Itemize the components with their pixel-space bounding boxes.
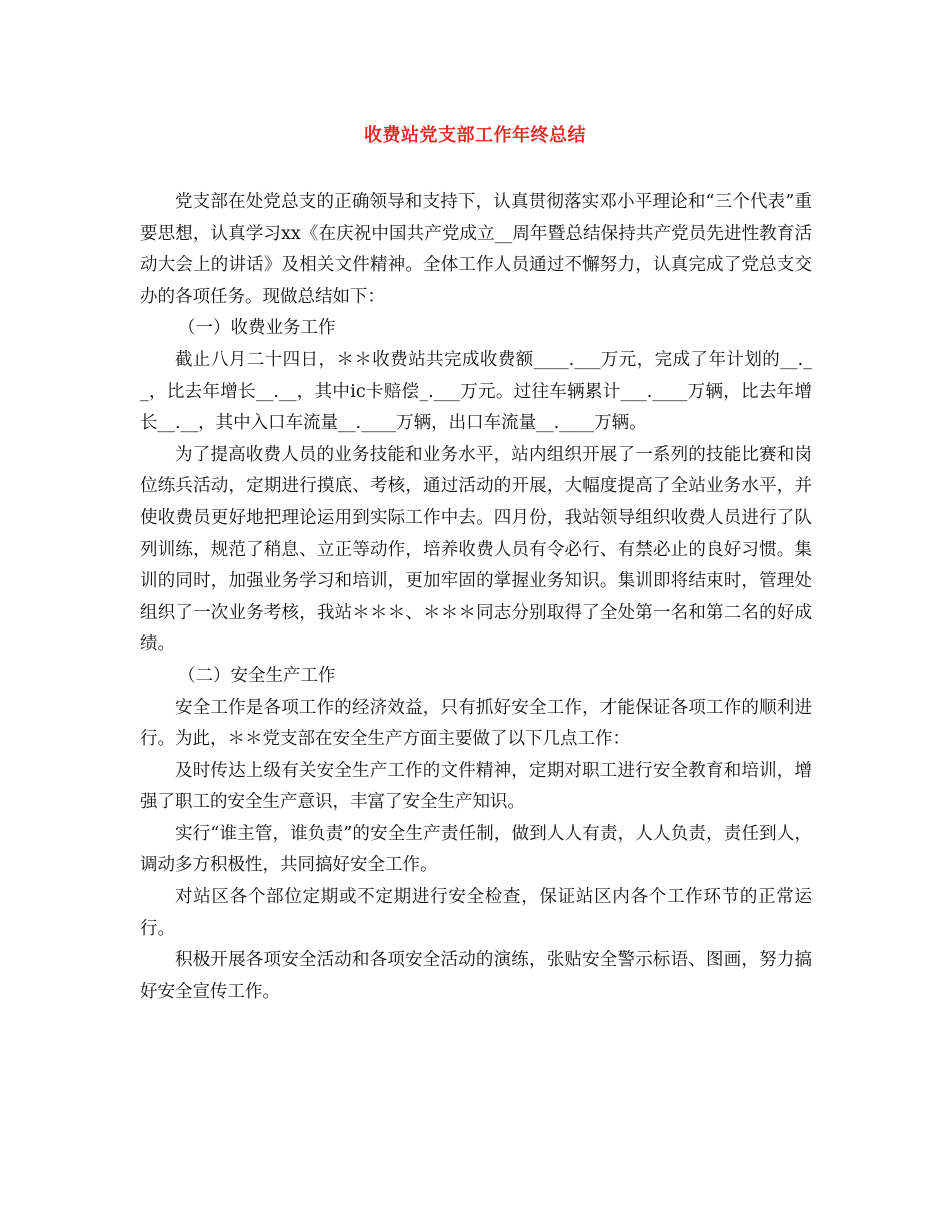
document-body xyxy=(140,187,812,1008)
paragraph-toll-stats: 截止八月二十四日，＊＊收费站共完成收费额____.___万元，完成了年计划的__.__，比去年增长__.__，其中ic卡赔偿_.___万元。过往车辆累计___.____万辆，比去年增长__.__，其中入口车流量__.____万辆，出口车流量__.____万辆。 xyxy=(140,349,812,434)
paragraph-safety-responsibility: 实行“谁主管，谁负责”的安全生产责任制，做到人人有责，人人负责，责任到人，调动多方积极性，共同搞好安全工作。 xyxy=(140,823,812,876)
paragraph-safety-intro: 安全工作是各项工作的经济效益，只有抓好安全工作，才能保证各项工作的顺利进行。为此，＊＊党支部在安全生产方面主要做了以下几点工作： xyxy=(140,697,812,750)
paragraph-safety-activities: 积极开展各项安全活动和各项安全活动的演练，张贴安全警示标语、图画，努力搞好安全宣传工作。 xyxy=(140,950,812,1002)
paragraph-intro: 党支部在处党总支的正确领导和支持下，认真贯彻落实邓小平理论和“三个代表”重要思想，认真学习xx《在庆祝中国共产党成立__周年暨总结保持共产党员先进性教育活动大会上的讲话》及相关文件精神。全体工作人员通过不懈努力，认真完成了党总支交办的各项任务。现做总结如下： xyxy=(140,192,812,307)
section-heading-toll-business: （一）收费业务工作 xyxy=(178,318,336,339)
section-heading-safety: （二）安全生产工作 xyxy=(178,665,336,686)
paragraph-safety-inspection: 对站区各个部位定期或不定期进行安全检查，保证站区内各个工作环节的正常运行。 xyxy=(140,887,812,939)
paragraph-training: 为了提高收费人员的业务技能和业务水平，站内组织开展了一系列的技能比赛和岗位练兵活动，定期进行摸底、考核，通过活动的开展，大幅度提高了全站业务水平，并使收费员更好地把理论运用到实际工作中去。四月份，我站领导组织收费人员进行了队列训练，规范了稍息、立正等动作，培养收费人员有令必行、有禁必止的良好习惯。集训的同时，加强业务学习和培训，更加牢固的掌握业务知识。集训即将结束时，管理处组织了一次业务考核，我站＊＊＊、＊＊＊同志分别取得了全处第一名和第二名的好成绩。 xyxy=(140,444,812,655)
paragraph-safety-education: 及时传达上级有关安全生产工作的文件精神，定期对职工进行安全教育和培训，增强了职工的安全生产意识，丰富了安全生产知识。 xyxy=(140,760,812,813)
document-title: 收费站党支部工作年终总结 xyxy=(364,125,586,146)
